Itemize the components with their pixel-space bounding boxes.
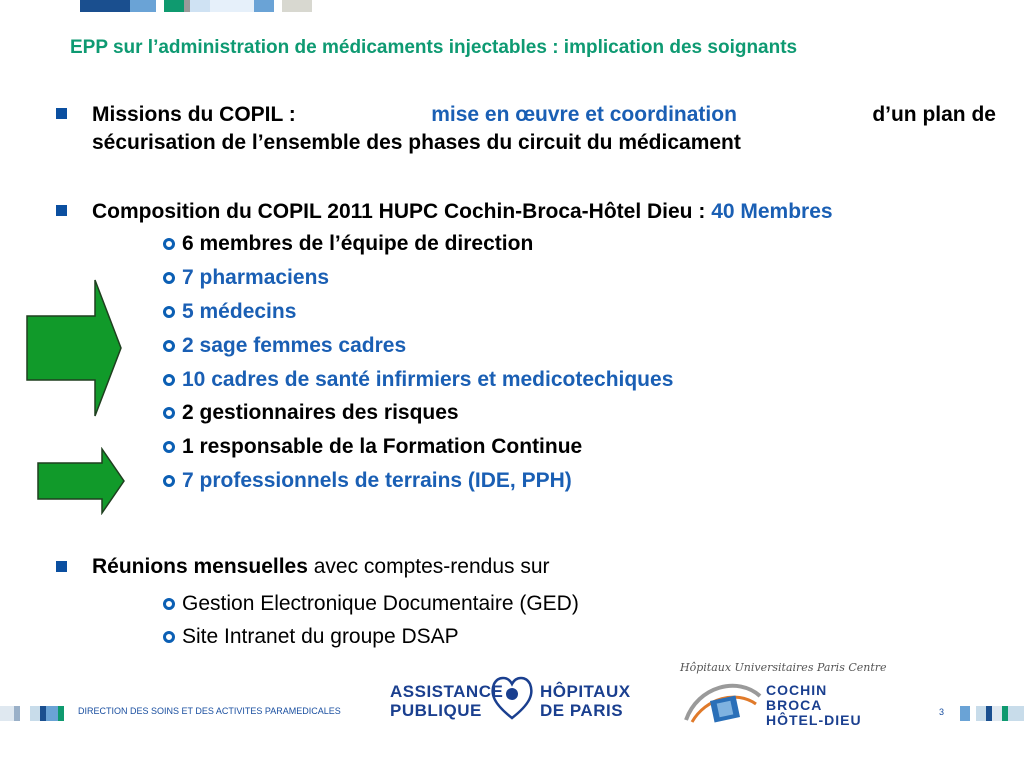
- hupc-name-3: HÔTEL-DIEU: [766, 712, 862, 728]
- circle-bullet-icon: [163, 306, 175, 318]
- circle-bullet-icon: [163, 374, 175, 386]
- bullet-square-missions: [56, 108, 67, 119]
- circle-bullet-icon: [163, 272, 175, 284]
- circle-bullet-icon: [163, 441, 175, 453]
- composition-item: 5 médecins: [182, 300, 297, 323]
- composition-item: 2 gestionnaires des risques: [182, 401, 459, 424]
- bullet-square-reunions: [56, 561, 67, 572]
- reunions-item: Gestion Electronique Documentaire (GED): [182, 592, 579, 615]
- missions-line-1: [92, 103, 996, 127]
- hupc-name-2: BROCA: [766, 697, 823, 713]
- aphp-logo-text-2b: DE PARIS: [540, 701, 624, 720]
- footer-right-bars: [960, 706, 1024, 721]
- circle-bullet-icon: [163, 340, 175, 352]
- reunions-rest: avec comptes-rendus sur: [307, 555, 550, 578]
- bullet-square-composition: [56, 205, 67, 216]
- page-number: 3: [939, 707, 945, 717]
- footer-text: DIRECTION DES SOINS ET DES ACTIVITES PARAMEDICALES: [78, 706, 341, 716]
- hupc-script-text: Hôpitaux Universitaires Paris Centre: [680, 661, 887, 674]
- circle-bullet-icon: [163, 238, 175, 250]
- composition-heading: [92, 200, 833, 224]
- composition-item: 7 pharmaciens: [182, 266, 330, 289]
- circle-bullet-icon: [163, 598, 175, 610]
- top-decorative-bars: [80, 0, 312, 12]
- aphp-logo-text-1a: ASSISTANCE: [390, 682, 504, 701]
- reunions-item: Site Intranet du groupe DSAP: [182, 625, 459, 648]
- slide-title: EPP sur l’administration de médicaments injectables : implication des soignants: [70, 37, 798, 58]
- large-arrow-right-icon: [25, 278, 125, 418]
- small-arrow-right-icon: [36, 447, 126, 515]
- composition-item: 10 cadres de santé infirmiers et medicotechiques: [182, 368, 674, 391]
- composition-count: 40 Membres: [711, 200, 833, 223]
- footer-left-bars: [0, 706, 64, 721]
- circle-bullet-icon: [163, 475, 175, 487]
- missions-label: Missions du COPIL :: [92, 103, 296, 126]
- aphp-logo-text-1b: PUBLIQUE: [390, 701, 482, 720]
- composition-item: 1 responsable de la Formation Continue: [182, 435, 583, 458]
- circle-bullet-icon: [163, 631, 175, 643]
- heart-icon: [490, 674, 534, 720]
- hupc-logo-icon: [678, 676, 764, 728]
- hupc-name-1: COCHIN: [766, 682, 828, 698]
- missions-rest: d’un plan de: [872, 103, 996, 126]
- composition-item: 2 sage femmes cadres: [182, 334, 407, 357]
- missions-line-2: sécurisation de l’ensemble des phases du circuit du médicament: [92, 131, 741, 154]
- reunions-label: Réunions mensuelles: [92, 555, 308, 578]
- composition-item: 6 membres de l’équipe de direction: [182, 232, 534, 255]
- missions-highlight: mise en œuvre et coordination: [431, 103, 737, 126]
- circle-bullet-icon: [163, 407, 175, 419]
- composition-label: Composition du COPIL 2011 HUPC Cochin-Broca-Hôtel Dieu :: [92, 200, 706, 223]
- aphp-logo-text-2a: HÔPITAUX: [540, 682, 631, 701]
- composition-item: 7 professionnels de terrains (IDE, PPH): [182, 469, 572, 492]
- reunions-heading: [92, 555, 550, 579]
